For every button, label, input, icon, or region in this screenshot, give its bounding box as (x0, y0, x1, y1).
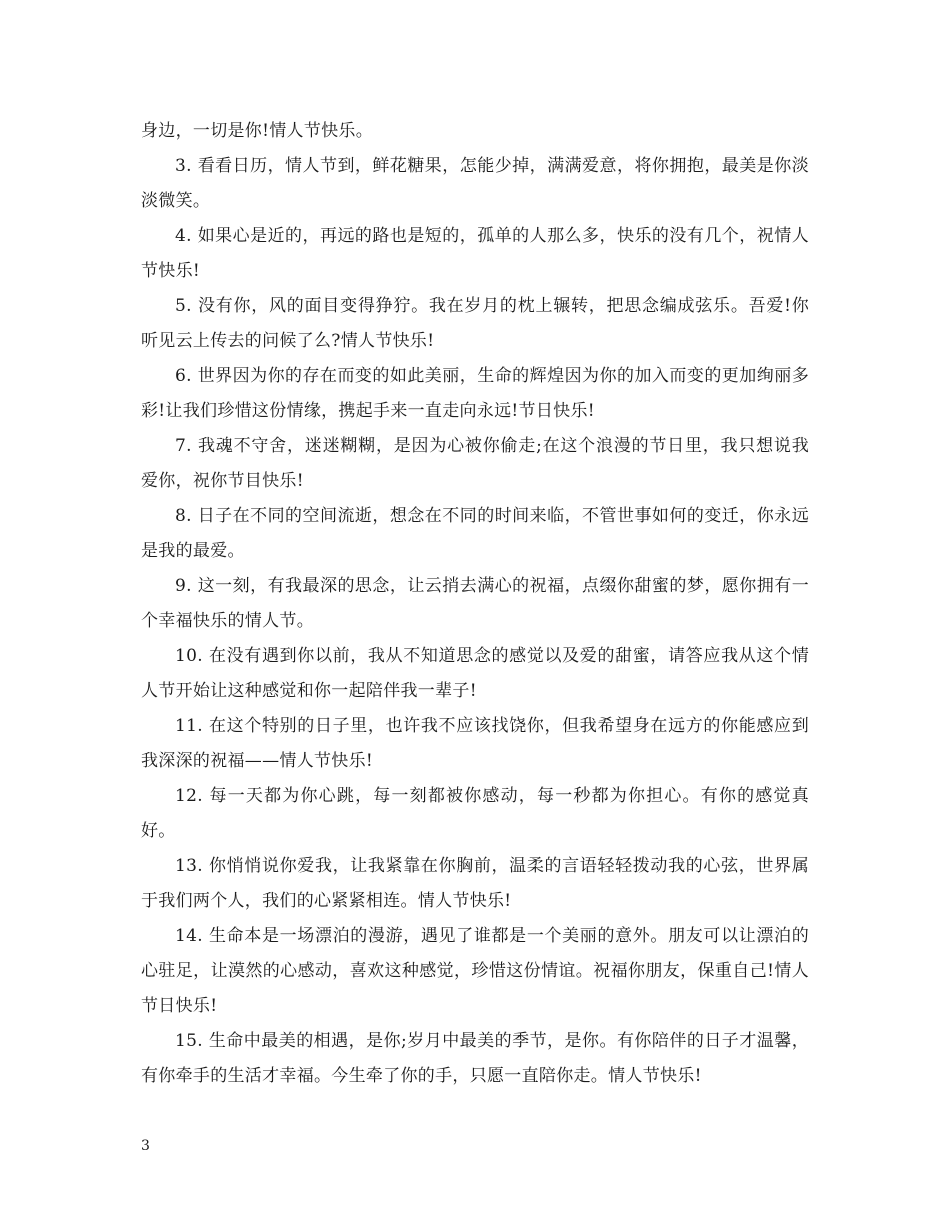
paragraph-item-12: 12. 每一天都为你心跳，每一刻都被你感动，每一秒都为你担心。有你的感觉真好。 (141, 786, 809, 841)
paragraph-continuation: 身边，一切是你!情人节快乐。 (141, 121, 374, 141)
page-number: 3 (141, 1138, 150, 1154)
paragraph-item-13: 13. 你悄悄说你爱我，让我紧靠在你胸前，温柔的言语轻轻拨动我的心弦，世界属于我们两个人，我们的心紧紧相连。情人节快乐! (141, 856, 809, 911)
paragraph-item-9: 9. 这一刻，有我最深的思念，让云捎去满心的祝福，点缀你甜蜜的梦，愿你拥有一个幸福快乐的情人节。 (141, 576, 809, 631)
paragraph-item-11: 11. 在这个特别的日子里，也许我不应该找饶你，但我希望身在远方的你能感应到我深深的祝福——情人节快乐! (141, 716, 809, 771)
paragraph-item-15: 15. 生命中最美的相遇，是你;岁月中最美的季节，是你。有你陪伴的日子才温馨，有你牵手的生活才幸福。今生牵了你的手，只愿一直陪你走。情人节快乐! (141, 1031, 809, 1086)
paragraph-item-4: 4. 如果心是近的，再远的路也是短的，孤单的人那么多，快乐的没有几个，祝情人节快乐! (141, 226, 809, 281)
paragraph-item-3: 3. 看看日历，情人节到，鲜花糖果，怎能少掉，满满爱意，将你拥抱，最美是你淡淡微笑。 (141, 156, 809, 211)
paragraph-item-10: 10. 在没有遇到你以前，我从不知道思念的感觉以及爱的甜蜜，请答应我从这个情人节开始让这种感觉和你一起陪伴我一辈子! (141, 646, 809, 701)
paragraph-item-8: 8. 日子在不同的空间流逝，想念在不同的时间来临，不管世事如何的变迁，你永远是我的最爱。 (141, 506, 809, 561)
paragraph-item-14: 14. 生命本是一场漂泊的漫游，遇见了谁都是一个美丽的意外。朋友可以让漂泊的心驻足，让漠然的心感动，喜欢这种感觉，珍惜这份情谊。祝福你朋友，保重自己!情人节日快乐! (141, 926, 809, 1016)
paragraph-item-7: 7. 我魂不守舍，迷迷糊糊，是因为心被你偷走;在这个浪漫的节日里，我只想说我爱你，祝你节目快乐! (141, 436, 809, 491)
paragraph-item-6: 6. 世界因为你的存在而变的如此美丽，生命的辉煌因为你的加入而变的更加绚丽多彩!让我们珍惜这份情缘，携起手来一直走向永远!节日快乐! (141, 366, 809, 421)
paragraph-item-5: 5. 没有你，风的面目变得狰狞。我在岁月的枕上辗转，把思念编成弦乐。吾爱!你听见云上传去的问候了么?情人节快乐! (141, 296, 809, 351)
document-body (141, 114, 809, 1094)
